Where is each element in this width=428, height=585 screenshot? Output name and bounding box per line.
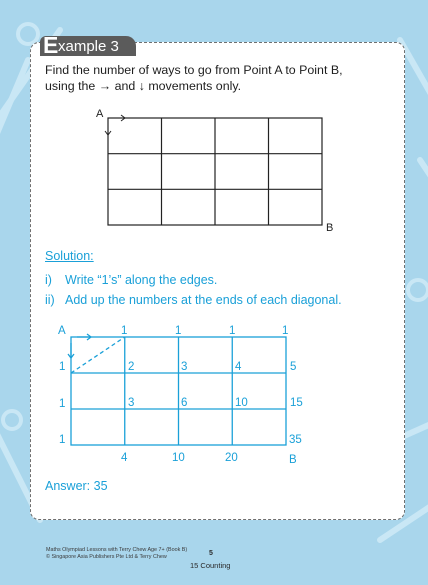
step-text: Write “1’s” along the edges. [65,273,218,287]
diagonal-dashed-line [71,337,125,373]
example-title: xample 3 [58,38,119,55]
answer-text: Answer: 35 [45,479,108,493]
cell-value: 4 [235,361,242,373]
step-text: Add up the numbers at the ends of each diagonal. [65,293,342,307]
down-arrow-icon [105,122,111,135]
chapter-label: 15 Counting [190,561,231,570]
cell-value: 3 [128,397,135,409]
top-label: 1 [229,325,236,337]
grid-end-label: B [326,222,334,233]
left-label: 1 [59,434,66,446]
top-label: 1 [282,325,289,337]
step-number: i) [45,273,52,287]
bottom-label: 20 [225,452,238,464]
example-tab [40,32,136,58]
cell-value: 2 [128,361,135,373]
solution-step-1 [45,273,217,287]
cell-value: 10 [235,397,248,409]
top-label: 1 [175,325,182,337]
cell-value: 3 [181,361,188,373]
compass-hinge-icon [3,411,21,429]
compass-right-icon [420,160,428,190]
step-number: ii) [45,293,55,307]
bottom-label: 35 [289,434,302,446]
cell-value: 6 [181,397,188,409]
cell-value: 15 [290,397,303,409]
bottom-label: 10 [172,452,185,464]
down-arrow-icon [68,343,74,358]
problem-line-2: using the → and ↓ movements only. [45,79,242,93]
left-label: 1 [59,398,66,410]
right-arrow-icon [77,334,91,340]
top-label: 1 [121,325,128,337]
solution-grid-lines [68,334,286,445]
solution-grid [44,318,364,468]
compass-hinge-icon [408,280,428,300]
footer-copyright: © Singapore Asia Publishers Pte Ltd & Terry Chew [46,554,167,560]
solution-heading: Solution: [45,249,94,263]
right-arrow-icon [112,115,125,121]
example-letter: E [43,32,59,58]
problem-line-1: Find the number of ways to go from Point A to Point B, [45,63,343,77]
solution-step-2 [45,293,342,307]
problem-statement [45,62,395,94]
left-label: 1 [59,361,66,373]
problem-grid-lines [108,118,322,225]
footer-book-title: Maths Olympiad Lessons with Terry Chew Age 7+ (Book B) [46,547,188,553]
footer-credits [46,547,187,561]
page-number: 5 [209,550,213,557]
problem-grid [90,103,350,233]
solution-start-label: A [58,325,66,337]
grid-start-label: A [96,108,104,120]
bottom-label: 4 [121,452,128,464]
solution-end-label: B [289,454,297,466]
compass-hinge-icon [18,24,38,44]
cell-value: 5 [290,361,297,373]
